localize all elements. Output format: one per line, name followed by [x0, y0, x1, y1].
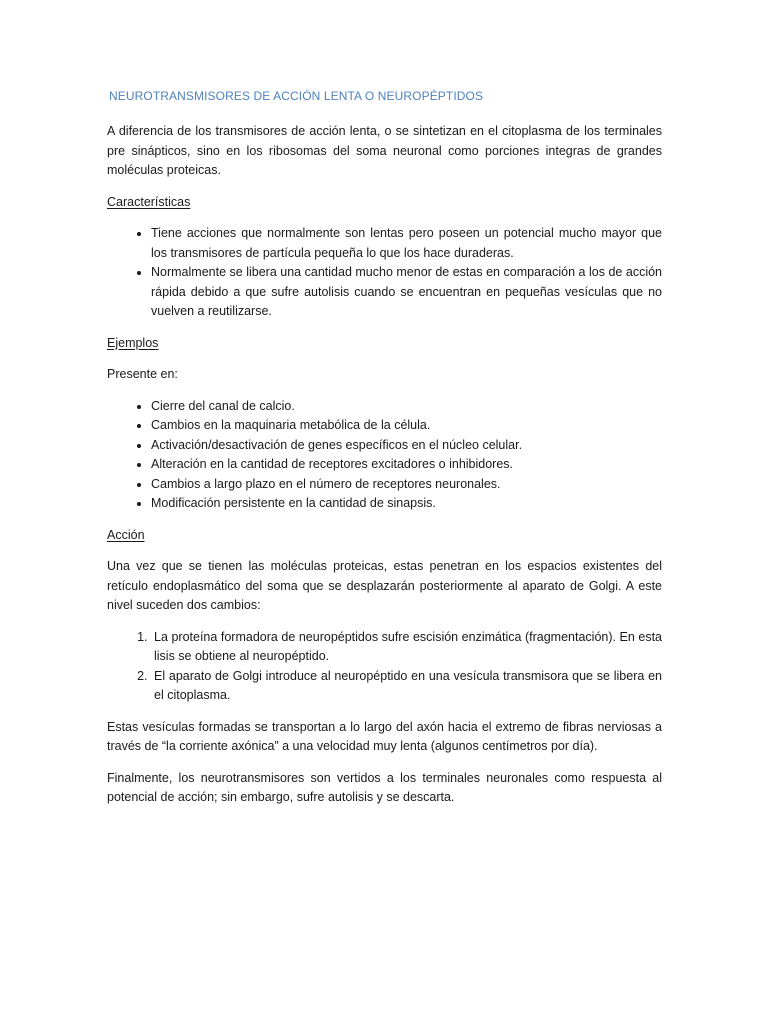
caracteristicas-list: [107, 224, 662, 322]
list-item: • Normalmente se libera una cantidad mucho menor de estas en comparación a los de acción rápida debido a que sufre autolisis cuando se encuentran en pequeñas vesículas que no vuelven a reutilizarse.: [151, 263, 662, 322]
ejemplos-lead: Presente en:: [107, 367, 178, 381]
list-item: • Alteración en la cantidad de receptores excitadores o inhibidores.: [151, 455, 662, 475]
conclusion-paragraph: Finalmente, los neurotransmisores son vertidos a los terminales neuronales como respuesta al potencial de acción; sin embargo, sufre autolisis y se descarta.: [107, 770, 662, 804]
transport-paragraph: Estas vesículas formadas se transportan a lo largo del axón hacia el extremo de fibras nerviosas a través de “la corriente axónica” a una velocidad muy lenta (algunos centímetros por día).: [107, 719, 662, 753]
document-title: NEUROTRANSMISORES DE ACCIÓN LENTA O NEUROPÉPTIDOS: [109, 89, 484, 103]
list-item: • Tiene acciones que normalmente son lentas pero poseen un potencial mucho mayor que los transmisores de partícula pequeña lo que los hace duraderas.: [151, 224, 662, 263]
list-item: 1. La proteína formadora de neuropéptidos sufre escisión enzimática (fragmentación). En esta lisis se obtiene al neuropéptido.: [151, 628, 662, 667]
list-item: • Modificación persistente en la cantidad de sinapsis.: [151, 494, 662, 514]
list-item: • Activación/desactivación de genes específicos en el núcleo celular.: [151, 436, 662, 456]
accion-paragraph: Una vez que se tienen las moléculas proteicas, estas penetran en los espacios existentes del retículo endoplasmático del soma que se desplazarán posteriormente al aparato de Golgi. A este nivel suceden dos cambios:: [107, 559, 662, 612]
accion-steps-list: [107, 628, 662, 706]
ejemplos-list: [107, 397, 662, 514]
caracteristicas-heading: Características: [107, 194, 191, 209]
list-item: • Cambios a largo plazo en el número de receptores neuronales.: [151, 475, 662, 495]
ejemplos-heading: Ejemplos: [107, 335, 159, 350]
list-item: • Cierre del canal de calcio.: [151, 397, 662, 417]
list-item: 2. El aparato de Golgi introduce al neuropéptido en una vesícula transmisora que se libera en el citoplasma.: [151, 667, 662, 706]
list-item: • Cambios en la maquinaria metabólica de la célula.: [151, 416, 662, 436]
accion-heading: Acción: [107, 527, 145, 542]
intro-paragraph: A diferencia de los transmisores de acción lenta, o se sintetizan en el citoplasma de los terminales pre sinápticos, sino en los ribosomas del soma neuronal como porciones integras de grandes moléculas proteicas.: [107, 124, 662, 177]
